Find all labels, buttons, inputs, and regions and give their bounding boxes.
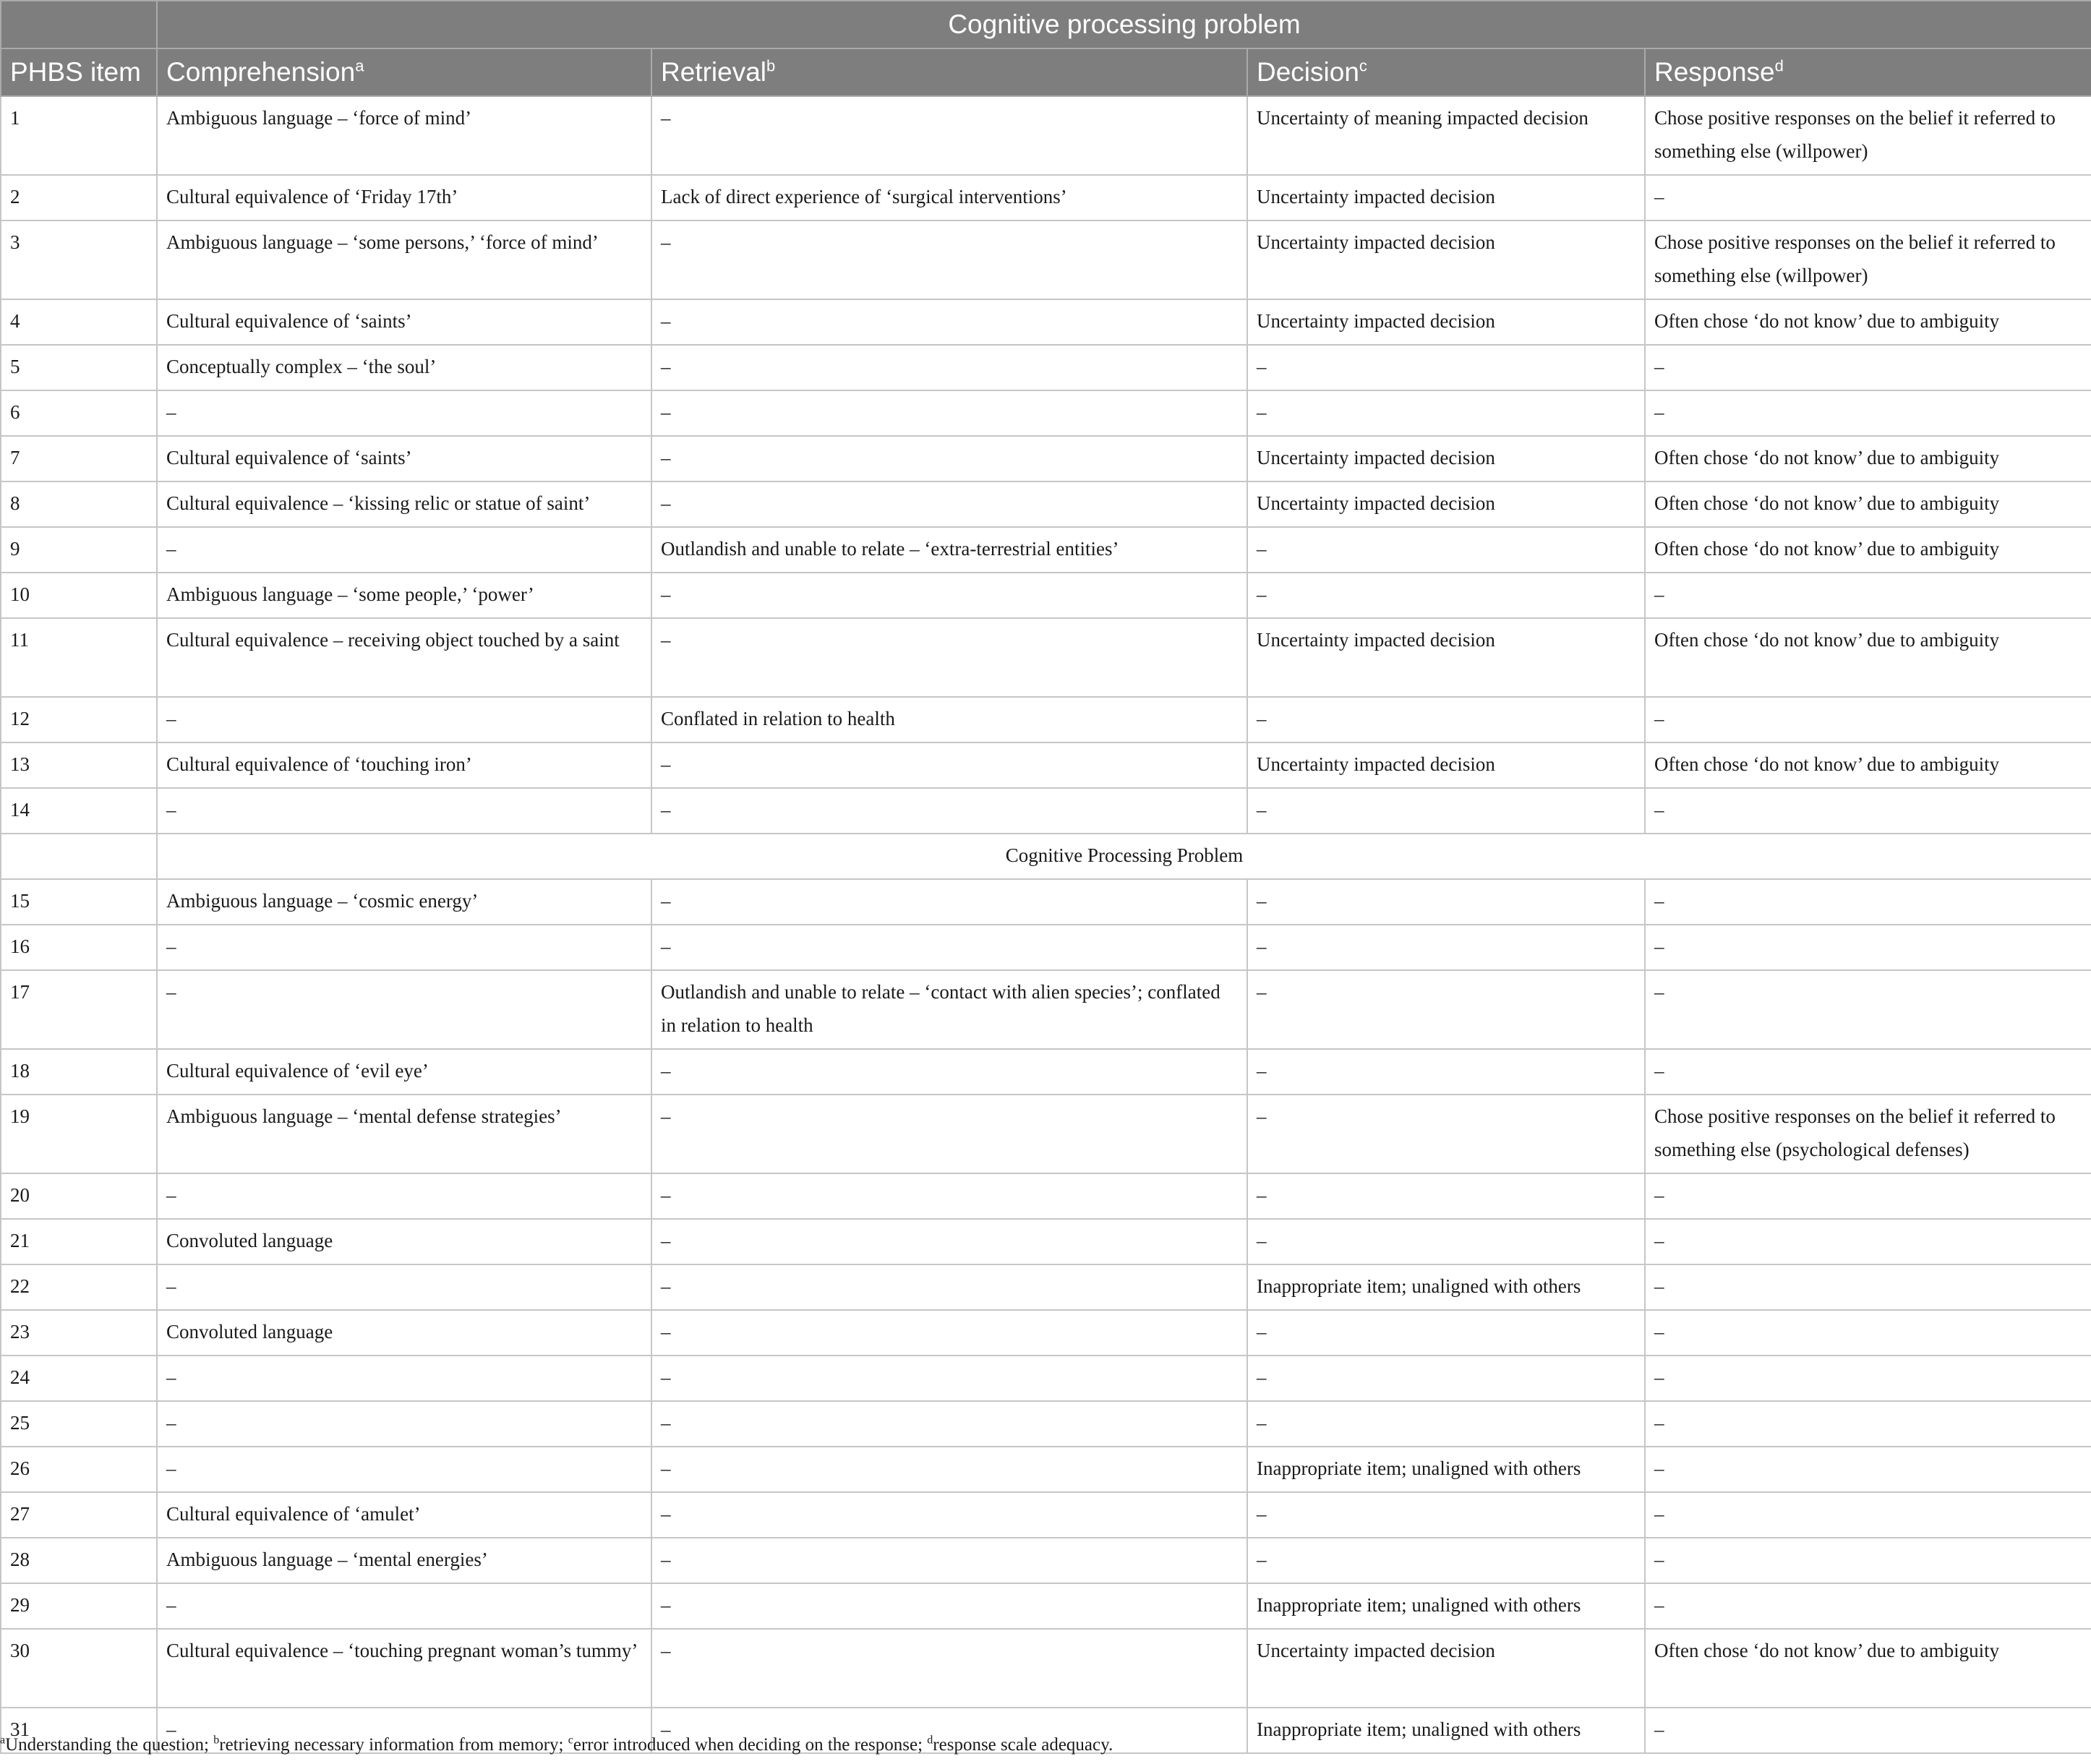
cell-phbs-item: 6 [1, 390, 157, 436]
cell-decision: – [1247, 925, 1645, 970]
cell-retrieval: – [651, 618, 1247, 697]
cell-comprehension: Ambiguous language – ‘some people,’ ‘power’ [157, 573, 651, 618]
cell-response: Chose positive responses on the belief it referred to something else (willpower) [1645, 96, 2091, 175]
column-header-comprehension [157, 48, 651, 96]
cell-retrieval: – [651, 925, 1247, 970]
cell-response: – [1645, 175, 2091, 220]
table-row [1, 573, 2091, 618]
cell-response: Often chose ‘do not know’ due to ambiguity [1645, 436, 2091, 481]
cell-phbs-item: 18 [1, 1049, 157, 1095]
column-header-decision [1247, 48, 1645, 96]
table-row [1, 220, 2091, 299]
cell-comprehension: Ambiguous language – ‘force of mind’ [157, 96, 651, 175]
cell-retrieval: – [651, 390, 1247, 436]
cell-decision: – [1247, 1049, 1645, 1095]
cell-retrieval: Lack of direct experience of ‘surgical interventions’ [651, 175, 1247, 220]
cell-retrieval: – [651, 1356, 1247, 1401]
cell-decision: Uncertainty impacted decision [1247, 436, 1645, 481]
cell-decision: – [1247, 879, 1645, 925]
cell-decision: – [1247, 1095, 1645, 1173]
cell-comprehension: – [157, 1583, 651, 1629]
table-row [1, 1401, 2091, 1447]
table-row [1, 299, 2091, 345]
cell-response: – [1645, 573, 2091, 618]
table-row [1, 527, 2091, 573]
column-header-label: Decision [1257, 57, 1359, 87]
cell-comprehension: – [157, 390, 651, 436]
cell-response: Often chose ‘do not know’ due to ambiguity [1645, 618, 2091, 697]
cell-retrieval: – [651, 1264, 1247, 1310]
header-corner [1, 1, 157, 48]
cell-comprehension: – [157, 697, 651, 742]
cell-phbs-item: 23 [1, 1310, 157, 1356]
cell-decision: Uncertainty impacted decision [1247, 481, 1645, 527]
footnote-mark: c [568, 1734, 573, 1747]
column-header-footnote-mark: b [766, 56, 776, 75]
cell-decision: – [1247, 1310, 1645, 1356]
cell-phbs-item: 14 [1, 788, 157, 834]
table-row [1, 1049, 2091, 1095]
cell-decision: – [1247, 390, 1645, 436]
cell-retrieval: – [651, 1173, 1247, 1219]
table-row [1, 390, 2091, 436]
table-row [1, 925, 2091, 970]
cell-decision: Inappropriate item; unaligned with others [1247, 1708, 1645, 1753]
cell-retrieval: – [651, 742, 1247, 788]
footnote-text: Understanding the question; [5, 1735, 214, 1755]
cell-comprehension: Convoluted language [157, 1310, 651, 1356]
cell-comprehension: Cultural equivalence – receiving object touched by a saint [157, 618, 651, 697]
table-row [1, 742, 2091, 788]
cell-retrieval: – [651, 1447, 1247, 1492]
cell-decision: – [1247, 1356, 1645, 1401]
cell-response: – [1645, 1401, 2091, 1447]
footnote-text: retrieving necessary information from memory; [219, 1735, 568, 1755]
cell-response: Often chose ‘do not know’ due to ambiguity [1645, 299, 2091, 345]
cell-phbs-item: 27 [1, 1492, 157, 1538]
table-row [1, 879, 2091, 925]
cell-retrieval: – [651, 1492, 1247, 1538]
cell-response: Chose positive responses on the belief it referred to something else (willpower) [1645, 220, 2091, 299]
table-row [1, 96, 2091, 175]
cell-response: – [1645, 1583, 2091, 1629]
cell-decision: Inappropriate item; unaligned with others [1247, 1583, 1645, 1629]
cell-comprehension: Cultural equivalence of ‘amulet’ [157, 1492, 651, 1538]
cell-decision: Uncertainty impacted decision [1247, 618, 1645, 697]
cell-retrieval: – [651, 1538, 1247, 1583]
cell-comprehension: Cultural equivalence of ‘touching iron’ [157, 742, 651, 788]
cell-retrieval: – [651, 1401, 1247, 1447]
column-header-label: Response [1654, 57, 1775, 87]
cell-retrieval: – [651, 220, 1247, 299]
cell-phbs-item: 9 [1, 527, 157, 573]
cell-phbs-item: 24 [1, 1356, 157, 1401]
cell-retrieval: – [651, 299, 1247, 345]
cell-retrieval: – [651, 96, 1247, 175]
subheader-empty-cell [1, 834, 157, 879]
cell-response: Often chose ‘do not know’ due to ambiguity [1645, 742, 2091, 788]
cell-decision: Uncertainty impacted decision [1247, 1629, 1645, 1708]
cell-comprehension: Convoluted language [157, 1219, 651, 1264]
column-header-retrieval [651, 48, 1247, 96]
cell-decision: Uncertainty impacted decision [1247, 220, 1645, 299]
cell-phbs-item: 7 [1, 436, 157, 481]
cell-response: – [1645, 788, 2091, 834]
cell-decision: Inappropriate item; unaligned with others [1247, 1264, 1645, 1310]
cell-retrieval: – [651, 436, 1247, 481]
table-row [1, 481, 2091, 527]
cell-retrieval: – [651, 345, 1247, 390]
cell-phbs-item: 13 [1, 742, 157, 788]
cell-phbs-item: 4 [1, 299, 157, 345]
cell-response: – [1645, 697, 2091, 742]
cell-decision: – [1247, 788, 1645, 834]
cell-retrieval: Outlandish and unable to relate – ‘extra-terrestrial entities’ [651, 527, 1247, 573]
cell-phbs-item: 15 [1, 879, 157, 925]
cell-response: – [1645, 925, 2091, 970]
cell-decision: Uncertainty of meaning impacted decision [1247, 96, 1645, 175]
cell-comprehension: Ambiguous language – ‘cosmic energy’ [157, 879, 651, 925]
table-row [1, 175, 2091, 220]
table-footnote [0, 1734, 2091, 1757]
cell-comprehension: Cultural equivalence of ‘saints’ [157, 436, 651, 481]
cell-retrieval: – [651, 573, 1247, 618]
column-header-footnote-mark: c [1359, 56, 1367, 75]
cell-phbs-item: 20 [1, 1173, 157, 1219]
cell-decision: Uncertainty impacted decision [1247, 299, 1645, 345]
cell-retrieval: – [651, 788, 1247, 834]
column-header-row [1, 48, 2091, 96]
cell-response: – [1645, 1264, 2091, 1310]
cell-phbs-item: 11 [1, 618, 157, 697]
cell-decision: – [1247, 1219, 1645, 1264]
cell-retrieval: – [651, 481, 1247, 527]
table-row [1, 1173, 2091, 1219]
cell-response: Often chose ‘do not know’ due to ambiguity [1645, 481, 2091, 527]
table-row [1, 1264, 2091, 1310]
cell-retrieval: – [651, 1095, 1247, 1173]
cell-comprehension: – [157, 788, 651, 834]
cell-response: – [1645, 1049, 2091, 1095]
table-row [1, 1356, 2091, 1401]
cell-response: – [1645, 970, 2091, 1049]
cell-decision: Inappropriate item; unaligned with others [1247, 1447, 1645, 1492]
cell-phbs-item: 26 [1, 1447, 157, 1492]
cell-retrieval: – [651, 1708, 1247, 1753]
cell-decision: – [1247, 970, 1645, 1049]
subheader-row [1, 834, 2091, 879]
cell-phbs-item: 3 [1, 220, 157, 299]
table-row [1, 1583, 2091, 1629]
footnote-mark: d [927, 1734, 933, 1747]
cell-response: Often chose ‘do not know’ due to ambiguity [1645, 527, 2091, 573]
table-row [1, 1095, 2091, 1173]
table-header [1, 1, 2091, 96]
subheader-label: Cognitive Processing Problem [157, 834, 2091, 879]
cell-response: – [1645, 1492, 2091, 1538]
cell-response: – [1645, 1538, 2091, 1583]
column-header-footnote-mark: a [355, 56, 364, 75]
cell-retrieval: – [651, 1629, 1247, 1708]
column-header-label: Retrieval [661, 57, 766, 87]
cell-decision: Uncertainty impacted decision [1247, 175, 1645, 220]
cell-retrieval: – [651, 1310, 1247, 1356]
column-header-footnote-mark: d [1774, 56, 1784, 75]
cell-response: – [1645, 1173, 2091, 1219]
cell-comprehension: Ambiguous language – ‘some persons,’ ‘force of mind’ [157, 220, 651, 299]
table-row [1, 970, 2091, 1049]
cell-retrieval: – [651, 1219, 1247, 1264]
cell-phbs-item: 12 [1, 697, 157, 742]
table-row [1, 436, 2091, 481]
cell-decision: Uncertainty impacted decision [1247, 742, 1645, 788]
cell-comprehension: – [157, 1264, 651, 1310]
cell-decision: – [1247, 1538, 1645, 1583]
cell-response: – [1645, 1708, 2091, 1753]
footnote-mark: b [213, 1734, 220, 1747]
cell-response: – [1645, 1447, 2091, 1492]
cell-comprehension: – [157, 1447, 651, 1492]
table-row [1, 618, 2091, 697]
cell-comprehension: – [157, 1173, 651, 1219]
cell-comprehension: Ambiguous language – ‘mental energies’ [157, 1538, 651, 1583]
cell-response: – [1645, 1356, 2091, 1401]
column-header-response [1645, 48, 2091, 96]
cell-response: Chose positive responses on the belief it referred to something else (psychological defenses) [1645, 1095, 2091, 1173]
cell-retrieval: – [651, 1049, 1247, 1095]
table-row [1, 697, 2091, 742]
cell-phbs-item: 30 [1, 1629, 157, 1708]
group-header: Cognitive processing problem [157, 1, 2091, 48]
column-header-label: Comprehension [166, 57, 356, 87]
cell-response: – [1645, 1219, 2091, 1264]
cell-decision: – [1247, 573, 1645, 618]
cell-comprehension: Cultural equivalence of ‘saints’ [157, 299, 651, 345]
cell-phbs-item: 1 [1, 96, 157, 175]
cell-decision: – [1247, 527, 1645, 573]
cell-phbs-item: 2 [1, 175, 157, 220]
cell-phbs-item: 29 [1, 1583, 157, 1629]
cell-retrieval: – [651, 879, 1247, 925]
cell-response: – [1645, 1310, 2091, 1356]
cell-retrieval: Outlandish and unable to relate – ‘contact with alien species’; conflated in relation to health [651, 970, 1247, 1049]
table-row [1, 1310, 2091, 1356]
footnote-text: error introduced when deciding on the response; [573, 1735, 928, 1755]
cell-phbs-item: 5 [1, 345, 157, 390]
cell-decision: – [1247, 1401, 1645, 1447]
cell-comprehension: Cultural equivalence – ‘touching pregnant woman’s tummy’ [157, 1629, 651, 1708]
cell-comprehension: Cultural equivalence – ‘kissing relic or statue of saint’ [157, 481, 651, 527]
column-header-label: PHBS item [10, 57, 141, 87]
cell-retrieval: – [651, 1583, 1247, 1629]
cell-decision: – [1247, 345, 1645, 390]
table-row [1, 1629, 2091, 1708]
cell-phbs-item: 19 [1, 1095, 157, 1173]
cell-comprehension: Conceptually complex – ‘the soul’ [157, 345, 651, 390]
cell-phbs-item: 31 [1, 1708, 157, 1753]
cell-comprehension: Ambiguous language – ‘mental defense strategies’ [157, 1095, 651, 1173]
footnote-mark: a [0, 1734, 6, 1747]
cell-phbs-item: 10 [1, 573, 157, 618]
cell-comprehension: – [157, 925, 651, 970]
cell-comprehension: – [157, 1708, 651, 1753]
cell-decision: – [1247, 1173, 1645, 1219]
table-row [1, 345, 2091, 390]
table-row [1, 1538, 2091, 1583]
table-row [1, 1219, 2091, 1264]
cell-response: Often chose ‘do not know’ due to ambiguity [1645, 1629, 2091, 1708]
column-header-phbs-item [1, 48, 157, 96]
table-row [1, 788, 2091, 834]
table-row [1, 1492, 2091, 1538]
cell-phbs-item: 28 [1, 1538, 157, 1583]
cell-phbs-item: 17 [1, 970, 157, 1049]
cell-decision: – [1247, 697, 1645, 742]
cell-comprehension: Cultural equivalence of ‘evil eye’ [157, 1049, 651, 1095]
cell-phbs-item: 21 [1, 1219, 157, 1264]
cell-retrieval: Conflated in relation to health [651, 697, 1247, 742]
cell-phbs-item: 8 [1, 481, 157, 527]
table-row [1, 1447, 2091, 1492]
group-header-row [1, 1, 2091, 48]
footnote-text: response scale adequacy. [933, 1735, 1113, 1755]
cell-decision: – [1247, 1492, 1645, 1538]
table-body [1, 96, 2091, 1753]
cell-comprehension: Cultural equivalence of ‘Friday 17th’ [157, 175, 651, 220]
cell-response: – [1645, 345, 2091, 390]
cell-comprehension: – [157, 1356, 651, 1401]
cell-comprehension: – [157, 970, 651, 1049]
cell-phbs-item: 22 [1, 1264, 157, 1310]
cell-phbs-item: 25 [1, 1401, 157, 1447]
cell-response: – [1645, 879, 2091, 925]
cell-comprehension: – [157, 527, 651, 573]
cell-comprehension: – [157, 1401, 651, 1447]
cell-phbs-item: 16 [1, 925, 157, 970]
cell-response: – [1645, 390, 2091, 436]
